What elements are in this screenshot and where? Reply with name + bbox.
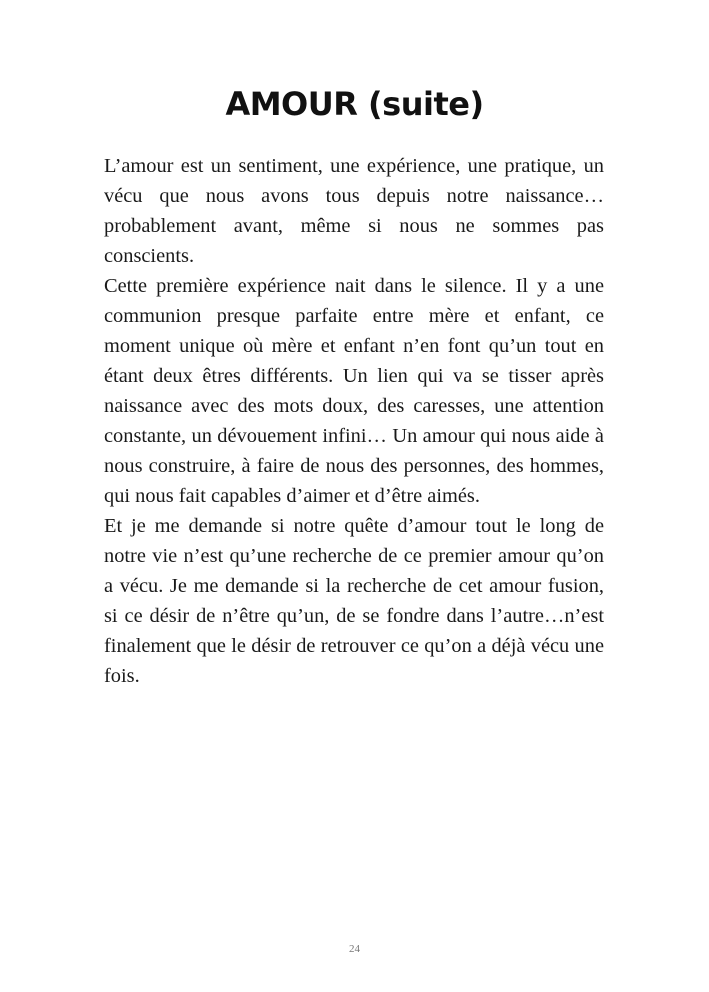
- page-number: 24: [349, 943, 360, 955]
- body-text: [104, 151, 604, 691]
- page-title: AMOUR (suite): [225, 85, 484, 123]
- paragraph-1: L’amour est un sentiment, une expérience, une pratique, un vécu que nous avons tous depuis notre naissance…probablement avant, même si nous ne sommes pas conscients.: [104, 155, 604, 267]
- paragraph-3: Et je me demande si notre quête d’amour tout le long de notre vie n’est qu’une recherche de ce premier amour qu’on a vécu. Je me demande si la recherche de cet amour fusion, si ce désir de n’être qu’un, de se fondre dans l’autre…n’est finalement que le désir de retrouver ce qu’on a déjà vécu une fois.: [104, 515, 604, 687]
- paragraph-2: Cette première expérience nait dans le silence. Il y a une communion presque parfaite entre mère et enfant, ce moment unique où mère et enfant n’en font qu’un tout en étant deux êtres différents. Un lien qui va se tisser après naissance avec des mots doux, des caresses, une attention constante, un dévouement infini… Un amour qui nous aide à nous construire, à faire de nous des personnes, des hommes, qui nous fait capables d’aimer et d’être aimés.: [104, 275, 604, 507]
